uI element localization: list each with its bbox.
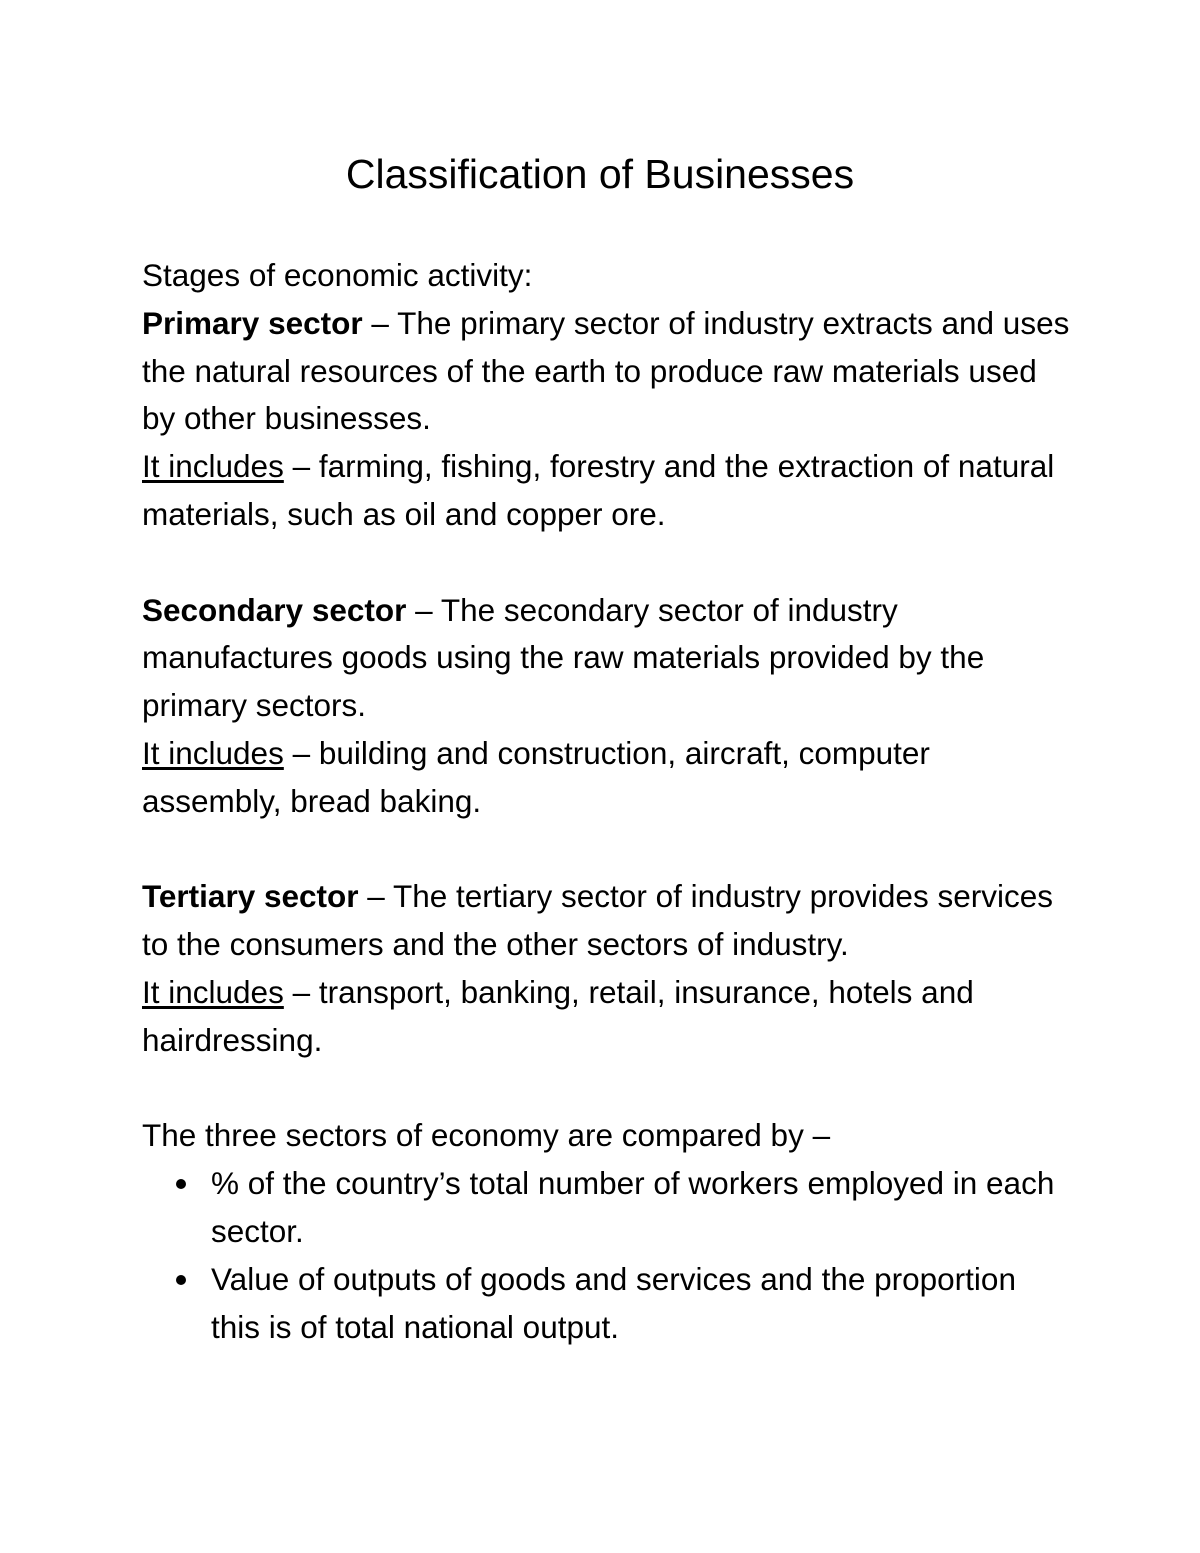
bullet-icon xyxy=(176,1275,186,1285)
secondary-includes-text: – building and construction, aircraft, computer assembly, bread baking. xyxy=(142,734,930,819)
primary-sector-paragraph xyxy=(142,300,1072,443)
list-item-text: Value of outputs of goods and services and the proportion this is of total national output. xyxy=(211,1260,1016,1345)
secondary-includes-paragraph xyxy=(142,730,1072,826)
tertiary-includes-text: – transport, banking, retail, insurance, hotels and hairdressing. xyxy=(142,973,974,1058)
comparison-intro: The three sectors of economy are compared by – xyxy=(142,1117,831,1154)
list-item-text: % of the country’s total number of workers employed in each sector. xyxy=(211,1165,1055,1249)
secondary-sector-paragraph xyxy=(142,587,1072,730)
secondary-sector-description: – The secondary sector of industry manufactures goods using the raw materials provided by the primary sectors. xyxy=(142,591,985,724)
primary-includes-paragraph xyxy=(142,443,1072,539)
document-title: Classification of Businesses xyxy=(345,151,855,197)
primary-sector-section xyxy=(142,300,1072,539)
primary-includes-text: – farming, fishing, forestry and the extraction of natural materials, such as oil and copper ore. xyxy=(142,448,1055,532)
tertiary-sector-heading: Tertiary sector xyxy=(142,878,359,915)
secondary-sector-section xyxy=(142,587,1072,826)
tertiary-includes-paragraph xyxy=(142,969,1072,1065)
tertiary-sector-section xyxy=(142,873,1072,1064)
list-item xyxy=(142,1160,1072,1256)
tertiary-includes-label: It includes xyxy=(142,973,284,1010)
primary-includes-label: It includes xyxy=(142,448,284,485)
tertiary-sector-description: – The tertiary sector of industry provides services to the consumers and the other sectors of industry. xyxy=(142,878,1053,963)
paragraph-spacer xyxy=(142,539,1072,587)
comparison-list xyxy=(142,1160,1072,1351)
secondary-sector-heading: Secondary sector xyxy=(142,591,407,628)
tertiary-sector-paragraph xyxy=(142,873,1072,969)
primary-sector-heading: Primary sector xyxy=(142,304,363,341)
document-body xyxy=(142,252,1072,1351)
comparison-section xyxy=(142,1112,1072,1351)
primary-sector-description: – The primary sector of industry extracts and uses the natural resources of the earth to produce raw materials used by other businesses. xyxy=(142,304,1070,437)
bullet-icon xyxy=(176,1179,186,1189)
paragraph-spacer xyxy=(142,826,1072,874)
list-item xyxy=(142,1256,1072,1352)
intro-line: Stages of economic activity: xyxy=(142,257,533,293)
secondary-includes-label: It includes xyxy=(142,734,284,771)
paragraph-spacer xyxy=(142,1065,1072,1113)
